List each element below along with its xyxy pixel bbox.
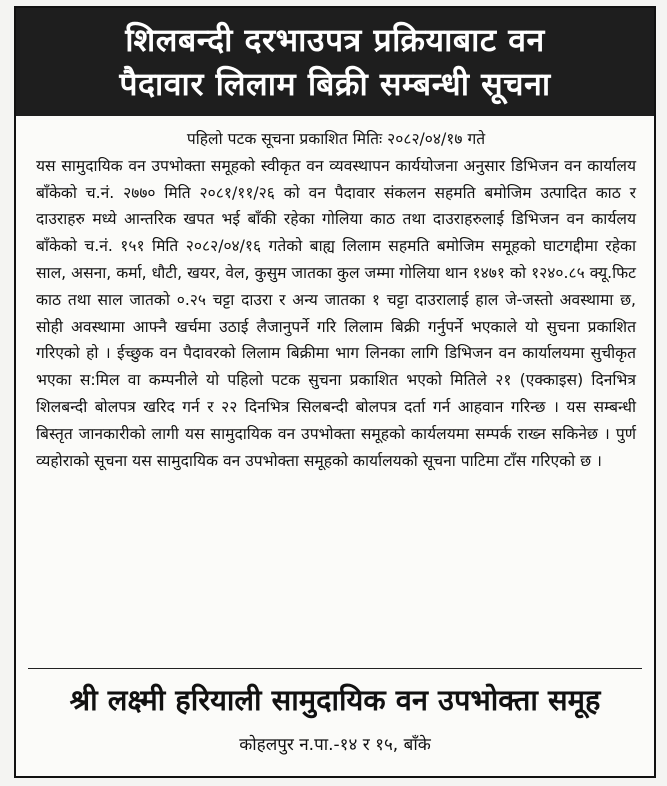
divider	[28, 668, 642, 669]
organization-name: श्री लक्ष्मी हरियाली सामुदायिक वन उपभोक्ता समूह	[69, 683, 601, 717]
title-line-2: पैदावार लिलाम बिक्री सम्बन्धी सूचना	[119, 65, 551, 103]
publication-date: पहिलो पटक सूचना प्रकाशित मितिः २०८२/०४/१७ गते	[186, 130, 486, 148]
notice-paragraph: यस सामुदायिक वन उपभोक्ता समूहको स्वीकृत वन व्यवस्थापन कार्ययोजना अनुसार डिभिजन वन कार्यालय बाँकेको च.नं. २७७० मिति २०८१/११/२६ को वन पैदावार संकलन सहमति बमोजिम उत्पादित काठ र दाउराहरु मध्ये आन्तरिक खपत भई बाँकी रहेका गोलिया काठ तथा दाउराहरुलाई डिभिजन वन कार्यलय बाँकेको च.नं. १५१ मिति २०८२/०४/१६ गतेको बाह्य लिलाम सहमति बमोजिम समूहको घाटगद्दीमा रहेका साल, असना, कर्मा, धौटी, खयर, वेल, कुसुम जातका कुल जम्मा गोलिया थान १४७१ को १२४०.८५ क्यू.फिट काठ तथा साल जातको ०.२५ चट्टा दाउरा र अन्य जातका १ चट्टा दाउरालाई हाल जे-जस्तो अवस्थामा छ, सोही अवस्थामा आफ्नै खर्चमा उठाई लैजानुपर्ने गरि लिलाम बिक्री गर्नुपर्ने भएकाले यो सुचना प्रकाशित गरिएको हो । ईच्छुक वन पैदावरको लिलाम बिक्रीमा भाग लिनका लागि डिभिजन वन कार्यालयमा सुचीकृत भएका स:मिल वा कम्पनीले यो पहिलो पटक सुचना प्रकाशित भएको मितिले २१ (एक्काइस) दिनभित्र शिलबन्दी बोलपत्र खरिद गर्न र २२ दिनभित्र सिलबन्दी बोलपत्र दर्ता गर्न आहवान गरिन्छ । यस सम्बन्धी बिस्तृत जानकारीको लागी यस सामुदायिक वन उपभोक्ता समूहको कार्यलयमा सम्पर्क राख्न सकिनेछ । पुर्ण व्यहोराको सूचना यस सामुदायिक वन उपभोक्ता समूहको कार्यालयको सूचना पाटिमा टाँस गरिएको छ ।	[36, 156, 636, 470]
notice-body	[36, 126, 636, 474]
organization-address: कोहलपुर न.पा.-१४ र १५, बाँके	[239, 735, 431, 755]
title-banner	[16, 8, 654, 116]
title-line-1: शिलबन्दी दरभाउपत्र प्रक्रियाबाट वन	[125, 21, 545, 59]
notice-box	[14, 6, 656, 778]
